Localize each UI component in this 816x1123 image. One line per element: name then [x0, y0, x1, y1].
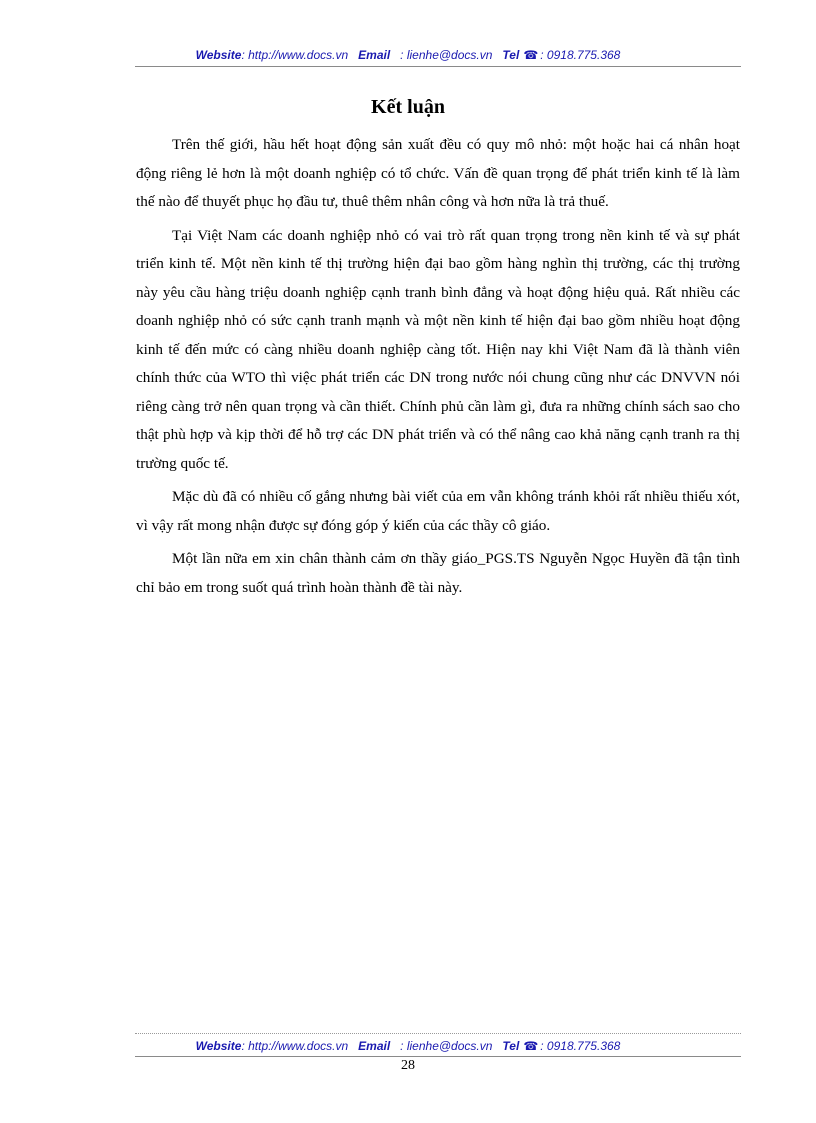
page-footer — [0, 1039, 816, 1053]
page-header — [0, 48, 816, 62]
footer-top-divider — [135, 1033, 741, 1034]
footer-website-link[interactable]: : http://www.docs.vn — [241, 1039, 349, 1053]
footer-tel-value: : 0918.775.368 — [540, 1039, 621, 1053]
page-title: Kết luận — [371, 96, 445, 118]
footer-email-link[interactable]: : lienhe@docs.vn — [400, 1039, 493, 1053]
phone-icon: ☎ — [523, 1039, 539, 1053]
header-website-link[interactable]: : http://www.docs.vn — [241, 48, 349, 62]
page-number: 28 — [401, 1058, 415, 1073]
footer-tel-label: Tel — [502, 1039, 520, 1053]
paragraph-2: Tại Việt Nam các doanh nghiệp nhỏ có vai trò rất quan trọng trong nền kinh tế và sự phát triển kinh tế. Một nền kinh tế thị trường hiện đại bao gồm hàng nghìn thị trường, các thị trường này yêu cầu hàng triệu doanh nghiệp cạnh tranh bình đẳng và hoạt động hiệu quả. Rất nhiều các doanh nghiệp nhỏ có sức cạnh tranh mạnh và một nền kinh tế hiện đại bao gồm nhiều hoạt động kinh tế đến mức có càng nhiều doanh nghiệp càng tốt. Hiện nay khi Việt Nam đã là thành viên chính thức của WTO thì việc phát triển các DN trong nước nói chung cũng như các DNVVN nói riêng càng trở nên quan trọng và cần thiết. Chính phủ cần làm gì, đưa ra những chính sách sao cho thật phù hợp và kịp thời để hỗ trợ các DN phát triển và có thể nâng cao khả năng cạnh tranh ra thị trường quốc tế. — [136, 226, 740, 472]
footer-divider — [135, 1056, 741, 1057]
paragraph-4: Một lần nữa em xin chân thành cảm ơn thầy giáo_PGS.TS Nguyễn Ngọc Huyền đã tận tình chỉ bảo em trong suốt quá trình hoàn thành đề tài này. — [136, 550, 740, 596]
header-website-label: Website — [195, 48, 242, 62]
header-tel-value: : 0918.775.368 — [540, 48, 621, 62]
footer-email-label: Email — [358, 1039, 391, 1053]
header-tel-label: Tel — [502, 48, 520, 62]
footer-website-label: Website — [195, 1039, 242, 1053]
document-body — [136, 131, 740, 607]
header-email-link[interactable]: : lienhe@docs.vn — [400, 48, 493, 62]
header-email-label: Email — [358, 48, 391, 62]
phone-icon: ☎ — [523, 48, 539, 62]
header-divider — [135, 66, 741, 67]
paragraph-1: Trên thế giới, hầu hết hoạt động sản xuất đều có quy mô nhỏ: một hoặc hai cá nhân hoạt động riêng lẻ hơn là một doanh nghiệp có tổ chức. Vấn đề quan trọng để phát triển kinh tế là làm thế nào để thuyết phục họ đầu tư, thuê thêm nhân công và hơn nữa là trả thuế. — [136, 136, 740, 210]
paragraph-3: Mặc dù đã có nhiều cố gắng nhưng bài viết của em vẫn không tránh khỏi rất nhiều thiếu xót, vì vậy rất mong nhận được sự đóng góp ý kiến của các thầy cô giáo. — [136, 488, 740, 534]
